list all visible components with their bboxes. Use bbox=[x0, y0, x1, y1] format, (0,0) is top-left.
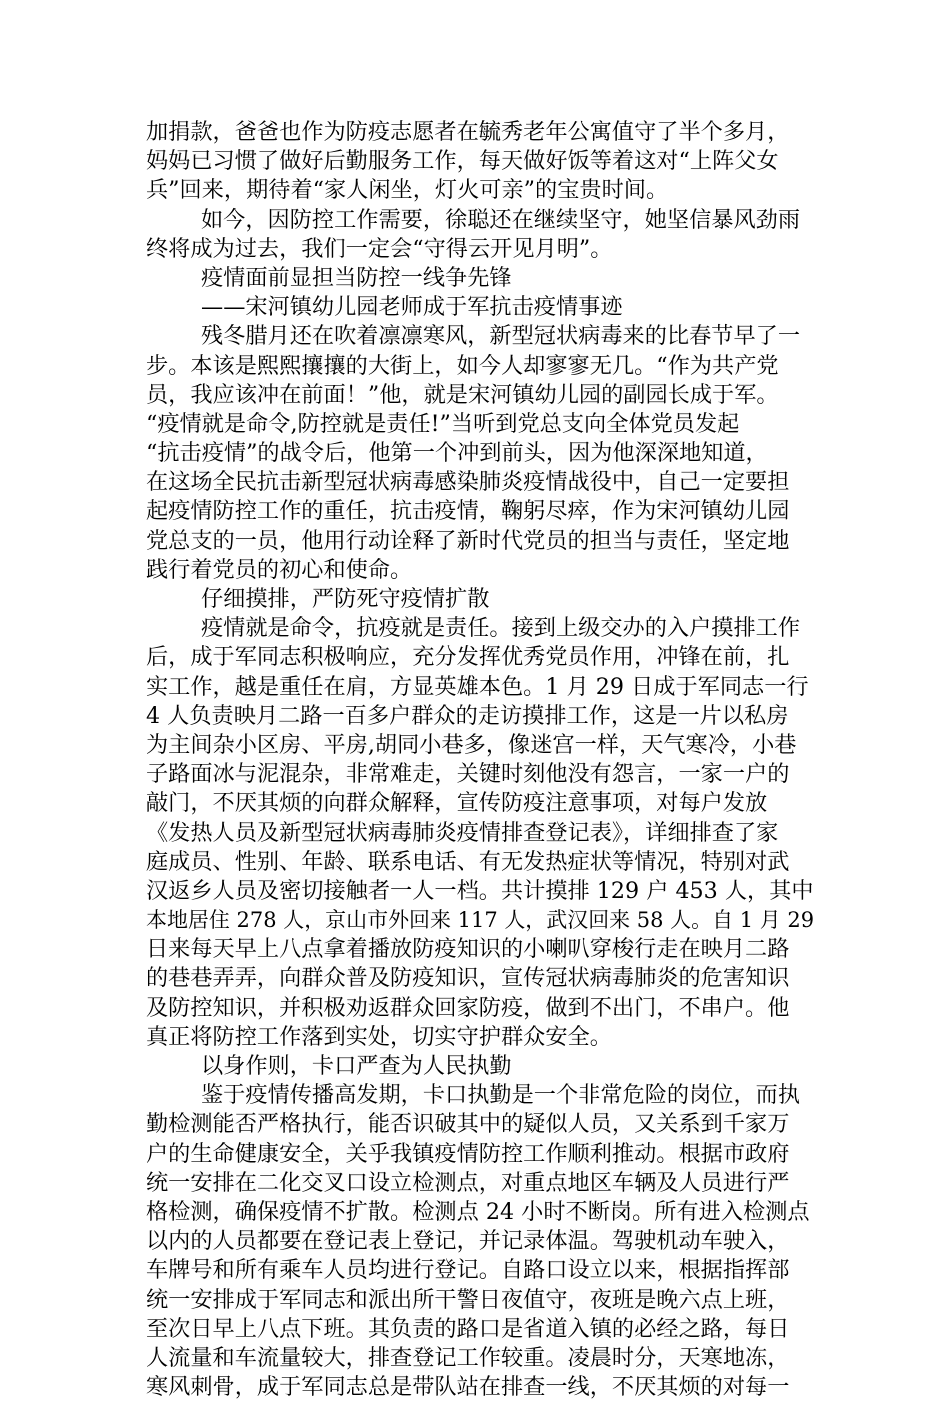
text-line: 后，成于军同志积极响应，充分发挥优秀党员作用，冲锋在前，扎 bbox=[146, 644, 790, 671]
text-line: “疫情就是命令,防控就是责任!”当听到党总支向全体党员发起 bbox=[146, 410, 740, 437]
text-line: 起疫情防控工作的重任，抗击疫情，鞠躬尽瘁，作为宋河镇幼儿园 bbox=[146, 498, 790, 525]
text-line: 日来每天早上八点拿着播放防疫知识的小喇叭穿梭行走在映月二路 bbox=[146, 936, 790, 963]
text-line: 残冬腊月还在吹着凛凛寒风，新型冠状病毒来的比春节早了一 bbox=[201, 323, 801, 350]
text-line: 人流量和车流量较大，排查登记工作较重。凌晨时分，天寒地冻， bbox=[146, 1344, 790, 1371]
document-body bbox=[146, 118, 814, 1402]
text-line: 真正将防控工作落到实处，切实守护群众安全。 bbox=[146, 1023, 612, 1050]
text-line: 汉返乡人员及密切接触者一人一档。共计摸排 129 户 453 人，其中 bbox=[146, 877, 814, 904]
text-line: 寒风刺骨，成于军同志总是带队站在排查一线，不厌其烦的对每一 bbox=[146, 1374, 790, 1401]
text-line: 妈妈已习惯了做好后勤服务工作，每天做好饭等着这对“上阵父女 bbox=[146, 148, 779, 175]
text-line: 勤检测能否严格执行，能否识破其中的疑似人员，又关系到千家万 bbox=[146, 1111, 790, 1138]
text-line: 敲门，不厌其烦的向群众解释，宣传防疫注意事项，对每户发放 bbox=[146, 790, 768, 817]
text-line: 至次日早上八点下班。其负责的路口是省道入镇的必经之路，每日 bbox=[146, 1315, 790, 1342]
text-line: 4 人负责映月二路一百多户群众的走访摸排工作，这是一片以私房 bbox=[146, 702, 789, 729]
text-line: 加捐款，爸爸也作为防疫志愿者在毓秀老年公寓值守了半个多月， bbox=[146, 119, 790, 145]
text-line: 车牌号和所有乘车人员均进行登记。自路口设立以来，根据指挥部 bbox=[146, 1257, 790, 1284]
text-line: 党总支的一员，他用行动诠释了新时代党员的担当与责任，坚定地 bbox=[146, 527, 790, 554]
text-line: 庭成员、性别、年龄、联系电话、有无发热症状等情况，特别对武 bbox=[146, 848, 790, 875]
text-line: 鉴于疫情传播高发期，卡口执勤是一个非常危险的岗位，而执 bbox=[201, 1082, 801, 1109]
text-line: 践行着党员的初心和使命。 bbox=[146, 556, 413, 583]
text-line: 疫情面前显担当防控一线争先锋 bbox=[201, 264, 512, 291]
text-line: 如今，因防控工作需要，徐聪还在继续坚守，她坚信暴风劲雨 bbox=[201, 206, 801, 233]
text-line: 以身作则，卡口严查为人民执勤 bbox=[201, 1053, 512, 1079]
text-line: 员，我应该冲在前面！”他，就是宋河镇幼儿园的副园长成于军。 bbox=[146, 381, 779, 408]
text-line: 以内的人员都要在登记表上登记，并记录体温。驾驶机动车驶入， bbox=[146, 1228, 790, 1255]
text-line: 统一安排成于军同志和派出所干警日夜值守，夜班是晚六点上班， bbox=[146, 1286, 790, 1313]
text-line: 在这场全民抗击新型冠状病毒感染肺炎疫情战役中，自己一定要担 bbox=[146, 469, 790, 496]
text-line: 实工作，越是重任在肩，方显英雄本色。1 月 29 日成于军同志一行 bbox=[146, 673, 809, 700]
text-line: 仔细摸排，严防死守疫情扩散 bbox=[201, 586, 490, 612]
text-line: 本地居住 278 人，京山市外回来 117 人，武汉回来 58 人。自 1 月 29 bbox=[146, 908, 815, 933]
text-line: 终将成为过去，我们一定会“守得云开见月明”。 bbox=[146, 235, 613, 262]
text-line: 的巷巷弄弄，向群众普及防疫知识，宣传冠状病毒肺炎的危害知识 bbox=[146, 965, 790, 992]
text-line: 步。本该是熙熙攘攘的大街上，如今人却寥寥无几。“作为共产党 bbox=[146, 352, 779, 379]
text-line: 格检测，确保疫情不扩散。检测点 24 小时不断岗。所有进入检测点 bbox=[146, 1198, 810, 1225]
text-line: 子路面冰与泥混杂，非常难走，关键时刻他没有怨言，一家一户的 bbox=[146, 761, 790, 788]
text-line: 及防控知识，并积极劝返群众回家防疫，做到不出门，不串户。他 bbox=[146, 994, 790, 1021]
text-line: 为主间杂小区房、平房,胡同小巷多，像迷宫一样，天气寒冷，小巷 bbox=[146, 731, 797, 758]
text-line: 疫情就是命令，抗疫就是责任。接到上级交办的入户摸排工作 bbox=[201, 615, 801, 642]
text-line: 统一安排在二化交叉口设立检测点，对重点地区车辆及人员进行严 bbox=[146, 1169, 790, 1196]
text-line: ——宋河镇幼儿园老师成于军抗击疫情事迹 bbox=[201, 294, 623, 321]
text-line: 兵”回来，期待着“家人闲坐，灯火可亲”的宝贵时间。 bbox=[146, 177, 669, 204]
text-line: 户的生命健康安全，关乎我镇疫情防控工作顺利推动。根据市政府 bbox=[146, 1140, 790, 1167]
text-line: 《发热人员及新型冠状病毒肺炎疫情排查登记表》，详细排查了家 bbox=[146, 819, 779, 846]
text-line: “抗击疫情”的战令后，他第一个冲到前头，因为他深深地知道， bbox=[146, 440, 768, 467]
